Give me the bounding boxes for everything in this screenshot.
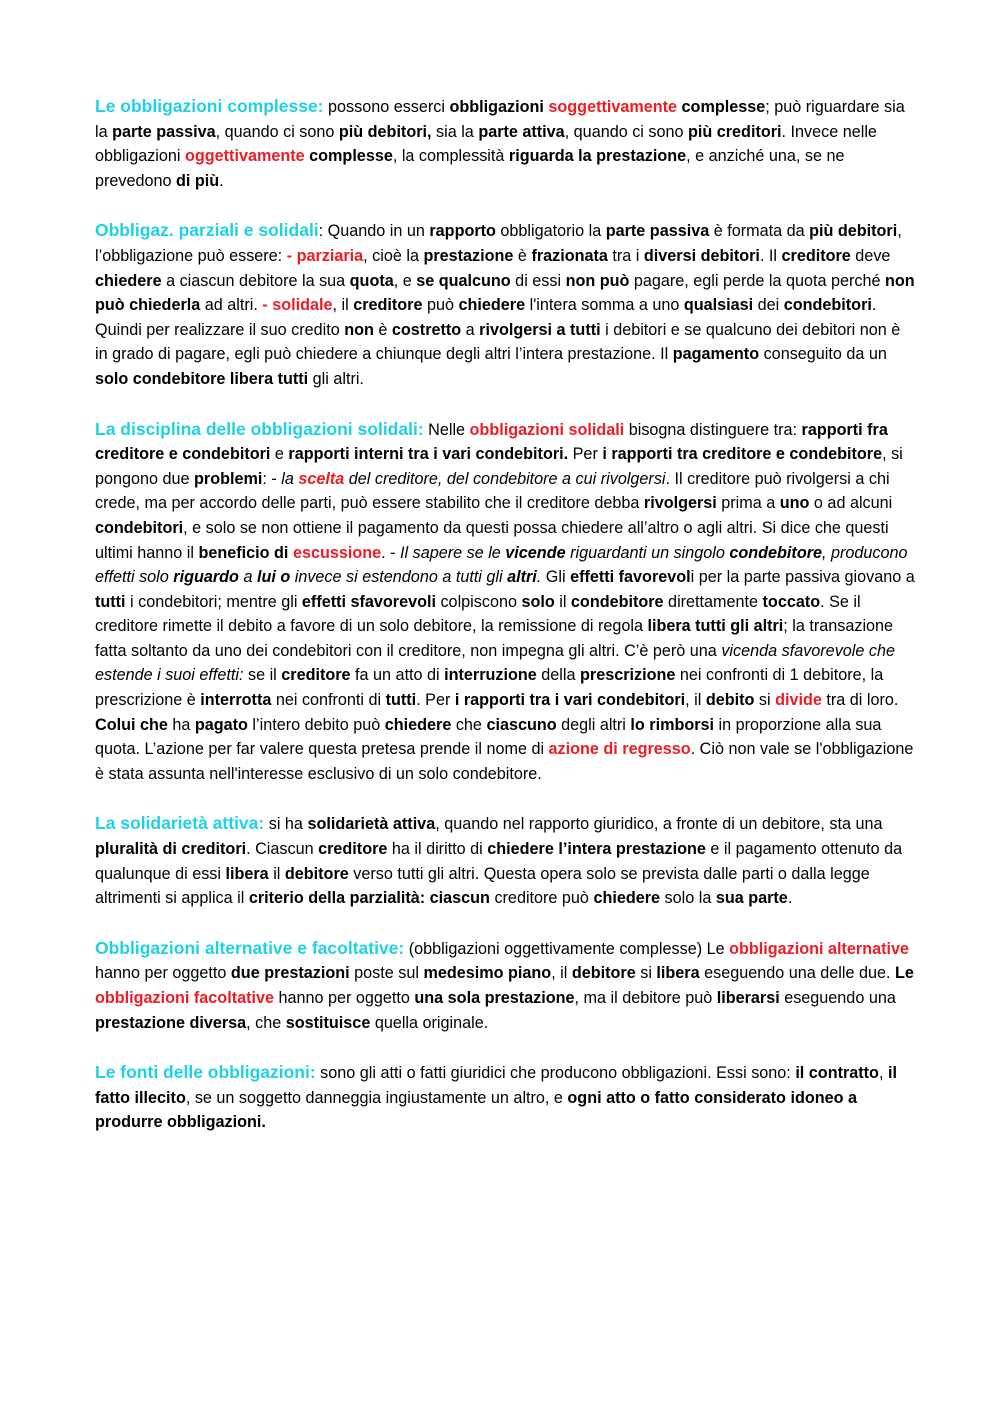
body-text: . bbox=[219, 171, 224, 190]
body-text: è formata da bbox=[709, 222, 810, 241]
body-text: . Ciò non vale se l'obbligazione è stata assunta nell'interesse esclusivo di un solo condebitore. bbox=[95, 740, 914, 783]
highlight-term: obbligazioni alternative bbox=[729, 939, 909, 958]
highlight-term: obbligazioni facoltative bbox=[95, 989, 274, 1007]
italic-text: invece si estendono a tutti gli bbox=[290, 568, 508, 587]
bold-text: solidarietà attiva bbox=[307, 815, 436, 834]
section-heading: Obbligaz. parziali e solidali bbox=[95, 220, 319, 241]
paragraph-disciplina-solidali bbox=[95, 417, 915, 787]
body-text: deve bbox=[850, 246, 891, 265]
body-text: quella originale. bbox=[370, 1013, 489, 1032]
highlight-term: obbligazioni solidali bbox=[469, 420, 625, 439]
bold-text: non può chiederla bbox=[95, 271, 915, 315]
highlight-term: oggettivamente bbox=[185, 147, 305, 166]
bold-text: se qualcuno bbox=[416, 271, 511, 290]
bold-text: i rapporti tra i vari condebitori bbox=[454, 691, 686, 710]
body-text: verso tutti gli altri. Questa opera solo se prevista dalle parti o dalla legge altrimenti si applica il bbox=[95, 864, 870, 908]
body-text: possono esserci bbox=[323, 98, 450, 116]
italic-text: , producono effetti solo bbox=[95, 543, 908, 587]
body-text: colpiscono bbox=[435, 592, 522, 611]
bold-text: prescrizione bbox=[580, 666, 676, 685]
bold-text: condebitore bbox=[570, 592, 664, 611]
bold-text: ciascuno bbox=[486, 715, 557, 734]
bold-text: riguarda la prestazione bbox=[508, 147, 687, 166]
bold-text: effetti sfavorevoli bbox=[301, 592, 436, 611]
bold-text: rapporto bbox=[429, 222, 496, 241]
bold-text: parte attiva bbox=[478, 122, 565, 141]
body-text: conseguito da un bbox=[759, 345, 887, 364]
bold-italic-text: condebitore bbox=[729, 543, 823, 562]
body-text: prima a bbox=[716, 494, 780, 513]
highlight-term: - parziaria bbox=[286, 246, 364, 265]
bold-text: uno bbox=[779, 494, 810, 513]
body-text: che bbox=[451, 715, 487, 734]
highlight-term: escussione bbox=[292, 543, 382, 562]
bold-text: qualsiasi bbox=[683, 296, 754, 315]
body-text: , bbox=[878, 1064, 888, 1083]
bold-text: complesse bbox=[309, 147, 393, 166]
body-text: creditore può bbox=[489, 889, 594, 908]
body-text: (obbligazioni oggettivamente complesse) Le bbox=[404, 939, 730, 958]
body-text: , quando nel rapporto giuridico, a fronte di un debitore, sta una bbox=[435, 815, 883, 834]
body-text: , cioè la bbox=[363, 246, 424, 265]
body-text: nei confronti di 1 debitore, la prescrizione è bbox=[95, 666, 884, 710]
italic-text: . bbox=[536, 568, 542, 587]
highlight-term: soggettivamente bbox=[548, 98, 678, 116]
bold-text: parte passiva bbox=[112, 122, 216, 141]
body-text: i per la parte passiva giovano a bbox=[690, 568, 915, 587]
bold-text: Colui che bbox=[95, 715, 168, 734]
bold-text: debitore bbox=[571, 964, 636, 983]
bold-text: tutti bbox=[385, 691, 417, 710]
italic-text: a bbox=[238, 568, 257, 587]
bold-text: chiedere bbox=[384, 715, 452, 734]
body-text: hanno per oggetto bbox=[273, 989, 415, 1007]
body-text: l'intera somma a uno bbox=[525, 296, 684, 315]
bold-text: i rapporti tra creditore e condebitore bbox=[602, 445, 883, 464]
body-text: ad altri. bbox=[200, 296, 263, 315]
body-text: sono gli atti o fatti giuridici che producono obbligazioni. Essi sono: bbox=[315, 1064, 796, 1083]
body-text: della bbox=[536, 666, 580, 685]
bold-text: prestazione bbox=[423, 246, 514, 265]
bold-text: più debitori bbox=[809, 222, 898, 241]
bold-text: sua parte bbox=[715, 889, 788, 908]
body-text: hanno per oggetto bbox=[95, 964, 231, 983]
italic-text: vicenda sfavorevole che estende i suoi effetti: bbox=[95, 641, 895, 685]
bold-text: tutti bbox=[95, 592, 126, 611]
body-text: Gli bbox=[541, 568, 571, 587]
bold-text: parte passiva bbox=[605, 222, 710, 241]
paragraph-fonti-obbligazioni bbox=[95, 1060, 915, 1135]
body-text: : - bbox=[262, 469, 282, 488]
bold-text: medesimo piano bbox=[423, 964, 552, 983]
bold-text: libera bbox=[656, 964, 700, 983]
bold-text: non può bbox=[565, 271, 630, 290]
bold-text: pluralità di creditori bbox=[95, 840, 247, 859]
body-text: il bbox=[554, 592, 571, 611]
highlight-term: azione di regresso bbox=[548, 740, 691, 759]
bold-text: interruzione bbox=[444, 666, 537, 685]
bold-text: pagato bbox=[194, 715, 248, 734]
bold-italic-text: lui o bbox=[256, 568, 291, 587]
body-text: i debitori e se qualcuno dei debitori non è in grado di pagare, egli può chiedere a chiunque degli altri l’intera prestazione. Il bbox=[95, 320, 901, 364]
body-text: solo la bbox=[660, 889, 716, 908]
body-text: è bbox=[513, 246, 532, 265]
bold-text: frazionata bbox=[531, 246, 608, 265]
bold-text: più debitori, bbox=[338, 122, 432, 141]
bold-italic-text: riguardo bbox=[173, 568, 239, 587]
body-text: si bbox=[635, 964, 657, 983]
body-text: , l’obbligazione può essere: bbox=[95, 222, 902, 265]
body-text: eseguendo una delle due. bbox=[699, 964, 895, 983]
bold-text: liberarsi bbox=[716, 989, 780, 1007]
body-text: obbligatorio la bbox=[495, 222, 606, 241]
italic-text: la bbox=[281, 469, 299, 488]
bold-text: il contratto bbox=[795, 1064, 879, 1083]
body-text: se il bbox=[243, 666, 282, 685]
bold-italic-text: altri bbox=[507, 568, 537, 587]
bold-text: due prestazioni bbox=[230, 964, 350, 983]
body-text: . Per bbox=[416, 691, 455, 710]
highlight-term: - solidale bbox=[262, 296, 333, 315]
bold-text: rivolgersi a tutti bbox=[479, 320, 601, 339]
bold-text: quota bbox=[349, 271, 394, 290]
body-text: i condebitori; mentre gli bbox=[125, 592, 302, 611]
bold-text: pagamento bbox=[672, 345, 760, 364]
body-text: , ma il debitore può bbox=[574, 989, 717, 1007]
body-text: si ha bbox=[264, 815, 308, 834]
bold-text: chiedere bbox=[95, 271, 162, 290]
bold-text: più creditori bbox=[687, 122, 782, 141]
bold-text: non bbox=[344, 320, 374, 339]
bold-text: beneficio di bbox=[198, 543, 289, 562]
body-text: , si pongono due bbox=[95, 445, 903, 488]
body-text: . Invece nelle obbligazioni bbox=[95, 122, 877, 166]
bold-text: ogni atto o fatto considerato idoneo a produrre obbligazioni. bbox=[95, 1088, 857, 1132]
bold-text: chiedere l’intera prestazione bbox=[487, 840, 706, 859]
bold-text: chiedere bbox=[458, 296, 526, 315]
body-text: , il bbox=[551, 964, 572, 983]
highlight-italic-term: scelta bbox=[298, 469, 345, 488]
body-text: o ad alcuni bbox=[809, 494, 893, 513]
body-text: , il bbox=[685, 691, 706, 710]
bold-text: complesse bbox=[681, 98, 766, 116]
body-text: eseguendo una bbox=[779, 989, 896, 1007]
bold-text: creditore bbox=[353, 296, 423, 315]
body-text: , che bbox=[246, 1013, 286, 1032]
body-text: , quando ci sono bbox=[215, 122, 339, 141]
body-text: può bbox=[422, 296, 459, 315]
bold-text: rapporti fra creditore e condebitori bbox=[95, 420, 888, 464]
body-text: , quando ci sono bbox=[564, 122, 688, 141]
bold-text: prestazione diversa bbox=[95, 1013, 247, 1032]
body-text: . Quindi per realizzare il suo credito bbox=[95, 296, 877, 339]
body-text: di essi bbox=[510, 271, 566, 290]
body-text: ; può riguardare sia la bbox=[95, 98, 905, 141]
body-text: . Il bbox=[759, 246, 782, 265]
body-text: Nelle bbox=[423, 420, 470, 439]
bold-text: creditore bbox=[281, 666, 351, 685]
body-text: sia la bbox=[431, 122, 479, 141]
body-text: , e solo se non ottiene il pagamento da questi possa chiedere all’altro o agli altri. Si dice che questi ultimi hanno il bbox=[95, 518, 889, 562]
bold-text: debitore bbox=[284, 864, 349, 883]
bold-text: condebitori bbox=[95, 518, 184, 537]
bold-text: lo rimborsi bbox=[630, 715, 715, 734]
section-heading: Le obbligazioni complesse: bbox=[95, 96, 324, 116]
bold-text: toccato bbox=[762, 592, 821, 611]
body-text: pagare, egli perde la quota perché bbox=[629, 271, 885, 290]
body-text: ha bbox=[167, 715, 195, 734]
paragraph-alternative-facoltative bbox=[95, 936, 915, 1035]
body-text: si bbox=[754, 691, 776, 710]
bold-italic-text: vicende bbox=[505, 543, 566, 562]
body-text: , il bbox=[332, 296, 354, 315]
body-text: tra i bbox=[607, 246, 644, 265]
body-text: poste sul bbox=[349, 964, 424, 983]
bold-text: costretto bbox=[391, 320, 462, 339]
body-text: ha il diritto di bbox=[387, 840, 488, 859]
body-text: , se un soggetto danneggia ingiustamente un altro, e bbox=[185, 1088, 568, 1107]
body-text: tra di loro. bbox=[821, 691, 899, 710]
bold-text: solo condebitore libera tutti bbox=[95, 369, 309, 388]
body-text: , la complessità bbox=[392, 147, 509, 166]
section-heading: La disciplina delle obbligazioni solidali: bbox=[95, 418, 424, 439]
bold-text: Le bbox=[894, 964, 914, 983]
body-text: e bbox=[270, 445, 289, 464]
bold-text: creditore bbox=[781, 246, 851, 265]
body-text: degli altri bbox=[556, 715, 631, 734]
body-text: . Se il creditore rimette il debito a favore di un solo debitore, la remissione di regola bbox=[95, 592, 861, 636]
bold-text: di più bbox=[176, 171, 220, 190]
paragraph-parziali-solidali bbox=[95, 218, 915, 391]
bold-text: obbligazioni bbox=[449, 98, 544, 116]
body-text: ; la transazione fatta soltanto da uno dei condebitori con il creditore, non impegna gli altri. C’è però una bbox=[95, 617, 894, 660]
body-text: . - bbox=[381, 543, 401, 562]
body-text: nei confronti di bbox=[271, 691, 386, 710]
bold-text: problemi bbox=[194, 469, 263, 488]
section-heading: La solidarietà attiva: bbox=[95, 813, 265, 834]
bold-text: criterio della parzialità: ciascun bbox=[248, 889, 490, 908]
italic-text: del creditore, del condebitore a cui rivolgersi bbox=[344, 469, 666, 488]
body-text: a bbox=[461, 320, 480, 339]
document-page bbox=[95, 94, 915, 1160]
section-heading: Obbligazioni alternative e facoltative: bbox=[95, 937, 405, 958]
italic-text: riguardanti un singolo bbox=[565, 543, 730, 562]
body-text: e il pagamento ottenuto da qualunque di essi bbox=[95, 840, 903, 883]
bold-text: rapporti interni tra i vari condebitori. bbox=[288, 445, 569, 464]
bold-text: creditore bbox=[318, 840, 388, 859]
body-text: . Ciascun bbox=[246, 840, 319, 859]
bold-text: libera tutti gli altri bbox=[647, 617, 784, 636]
body-text: , e anziché una, se ne prevedono bbox=[95, 147, 845, 190]
bold-text: effetti favorevol bbox=[570, 568, 691, 587]
body-text: l’intero debito può bbox=[247, 715, 385, 734]
body-text: Per bbox=[568, 445, 603, 464]
bold-text: sostituisce bbox=[285, 1013, 371, 1032]
bold-text: il fatto illecito bbox=[95, 1064, 897, 1107]
bold-text: una sola prestazione bbox=[414, 989, 575, 1007]
body-text: in proporzione alla sua quota. L’azione per far valere questa pretesa prende il nome di bbox=[95, 715, 882, 759]
bold-text: chiedere bbox=[593, 889, 661, 908]
body-text: fa un atto di bbox=[350, 666, 445, 685]
body-text: . bbox=[787, 889, 793, 908]
bold-text: debito bbox=[705, 691, 755, 710]
body-text: , e bbox=[393, 271, 417, 290]
bold-text: condebitori bbox=[783, 296, 872, 315]
body-text: direttamente bbox=[663, 592, 763, 611]
body-text: gli altri. bbox=[308, 369, 364, 388]
italic-text: Il sapere se le bbox=[400, 543, 506, 562]
bold-text: diversi debitori bbox=[643, 246, 760, 265]
body-text: . Il creditore può rivolgersi a chi crede, ma per accordo delle parti, può essere stabilito che il creditore debba bbox=[95, 469, 890, 513]
body-text: : Quando in un bbox=[318, 222, 430, 241]
paragraph-solidarieta-attiva bbox=[95, 811, 915, 910]
body-text: il bbox=[268, 864, 285, 883]
bold-text: interrotta bbox=[200, 691, 272, 710]
bold-text: libera bbox=[225, 864, 269, 883]
body-text: è bbox=[373, 320, 392, 339]
body-text: bisogna distinguere tra: bbox=[624, 420, 802, 439]
section-heading: Le fonti delle obbligazioni: bbox=[95, 1062, 316, 1083]
highlight-term: divide bbox=[775, 691, 822, 710]
paragraph-obbligazioni-complesse bbox=[95, 94, 915, 193]
bold-text: rivolgersi bbox=[643, 494, 717, 513]
body-text: a ciascun debitore la sua bbox=[161, 271, 350, 290]
body-text: dei bbox=[753, 296, 784, 315]
bold-text: solo bbox=[521, 592, 555, 611]
